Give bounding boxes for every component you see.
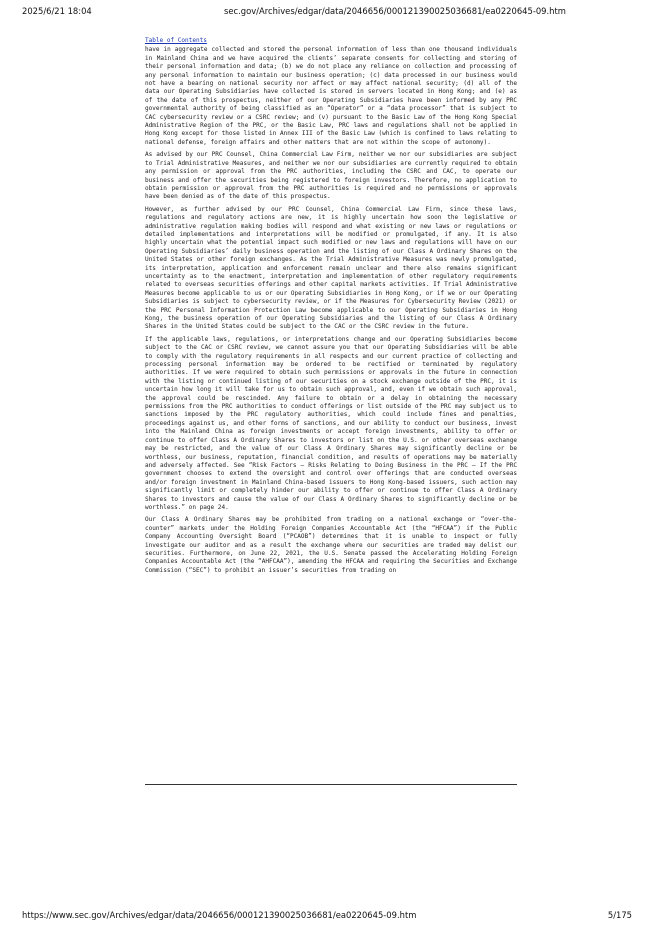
paragraph-data-collection: have in aggregate collected and stored the personal information of less than one thousand individuals in Mainland China and we have acquired the clients’ separate consents for collecting and storing of their personal information and data; (b) we do not place any reliance on collection and processing of any personal information to maintain our business operation; (c) data processed in our business would not have a bearing on national security nor affect or may affect national security; (d) all of the data our Operating Subsidiaries have collected is stored in servers located in Hong Kong; and (e) as of the date of this prospectus, neither of our Operating Subsidiaries have been informed by any PRC governmental authority of being classified as an “Operator” or a “data processor” that is subject to CAC cybersecurity review or a CSRC review; and (v) pursuant to the Basic Law of the Hong Kong Special Administrative Region of the PRC, or the Basic Law, PRC laws and regulations shall not be applied in Hong Kong except for those listed in Annex III of the Basic Law (which is confined to laws relating to national defense, foreign affairs and other matters that are not within the scope of autonomy).	[145, 46, 517, 146]
page-divider	[145, 784, 517, 785]
paragraph-hfcaa: Our Class A Ordinary Shares may be prohibited from trading on a national exchange or “over-the-counter” markets under the Holding Foreign Companies Accountable Act (the “HFCAA”) if the Public Company Accounting Oversight Board (“PCAOB”) determines that it is unable to inspect or fully investigate our auditor and as a result the exchange where our securities are traded may delist our securities. Furthermore, on June 22, 2021, the U.S. Senate passed the Accelerating Holding Foreign Companies Accountable Act (the “AHFCAA”), amending the HFCAA and requiring the Securities and Exchange Commission (“SEC”) to prohibit an issuer’s securities from trading on	[145, 516, 517, 574]
page-url-header: sec.gov/Archives/edgar/data/2046656/000121390025036681/ea0220645-09.htm	[224, 6, 566, 16]
document-body	[145, 37, 517, 579]
paragraph-prc-counsel-advice: As advised by our PRC Counsel, China Commercial Law Firm, neither we nor our subsidiaries are subject to Trial Administrative Measures, and neither we nor our subsidiaries are currently required to obtain any permission or approval from the PRC authorities, including the CSRC and CAC, to operate our business and offer the securities being registered to foreign investors. Therefore, no application to obtain permission or approval from the PRC authorities is required and no permissions or approvals have been denied as of the date of this prospectus.	[145, 151, 517, 201]
table-of-contents-link[interactable]: Table of Contents	[145, 37, 207, 44]
paragraph-cac-csrc-review: If the applicable laws, regulations, or interpretations change and our Operating Subsidiaries become subject to the CAC or CSRC review, we cannot assure you that our Operating Subsidiaries will be able to comply with the regulatory requirements in all respects and our current practice of collecting and processing personal information may be ordered to be rectified or terminated by regulatory authorities. If we were required to obtain such permissions or approvals in the future in connection with the listing or continued listing of our securities on a stock exchange outside of the PRC, it is uncertain how long it will take for us to obtain such approval, and, even if we obtain such approval, the approval could be rescinded. Any failure to obtain or a delay in obtaining the necessary permissions from the PRC authorities to conduct offerings or list outside of the PRC may subject us to sanctions imposed by the PRC regulatory authorities, which could include fines and penalties, proceedings against us, and other forms of sanctions, and our ability to conduct our business, invest into the Mainland China as foreign investments or accept foreign investments, ability to offer or continue to offer Class A Ordinary Shares to investors or list on the U.S. or other overseas exchange may be restricted, and the value of our Class A Ordinary Shares may significantly decline or be worthless, our business, reputation, financial condition, and results of operations may be materially and adversely affected. See “Risk Factors — Risks Relating to Doing Business in the PRC — If the PRC government chooses to extend the oversight and control over offerings that are conducted overseas and/or foreign investment in Mainland China-based issuers to Hong Kong-based issuers, such action may significantly limit or completely hinder our ability to offer or continue to offer Class A Ordinary Shares to investors and cause the value of our Class A Ordinary Shares to significantly decline or be worthless.” on page 24.	[145, 335, 517, 511]
page-url-footer: https://www.sec.gov/Archives/edgar/data/2046656/000121390025036681/ea0220645-09.htm	[22, 910, 417, 920]
page-indicator: 5/175	[607, 910, 632, 920]
paragraph-regulatory-uncertainty: However, as further advised by our PRC Counsel, China Commercial Law Firm, since these laws, regulations and regulatory actions are new, it is highly uncertain how soon the legislative or administrative regulation making bodies will respond and what existing or new laws or regulations or detailed implementations and interpretations will be modified or promulgated, if any. It is also highly uncertain what the potential impact such modified or new laws and regulations will have on our Operating Subsidiaries’ daily business operation and the listing of our Class A Ordinary Shares on the United States or other foreign exchanges. As the Trial Administrative Measures was newly promulgated, its interpretation, application and enforcement remain unclear and there also remains significant uncertainty as to the enactment, interpretation and implementation of other regulatory requirements related to overseas securities offerings and other capital markets activities. If Trial Administrative Measures become applicable to us or our Operating Subsidiaries in Hong Kong, or if we or our Operating Subsidiaries is subject to cybersecurity review, or if the Measures for Cybersecurity Review (2021) or the PRC Personal Information Protection Law become applicable to our Operating Subsidiaries in Hong Kong, the business operation of our Operating Subsidiaries and the listing of our Class A Ordinary Shares in the United States could be subject to the CAC or the CSRC review in the future.	[145, 205, 517, 331]
print-timestamp: 2025/6/21 18:04	[22, 6, 92, 16]
